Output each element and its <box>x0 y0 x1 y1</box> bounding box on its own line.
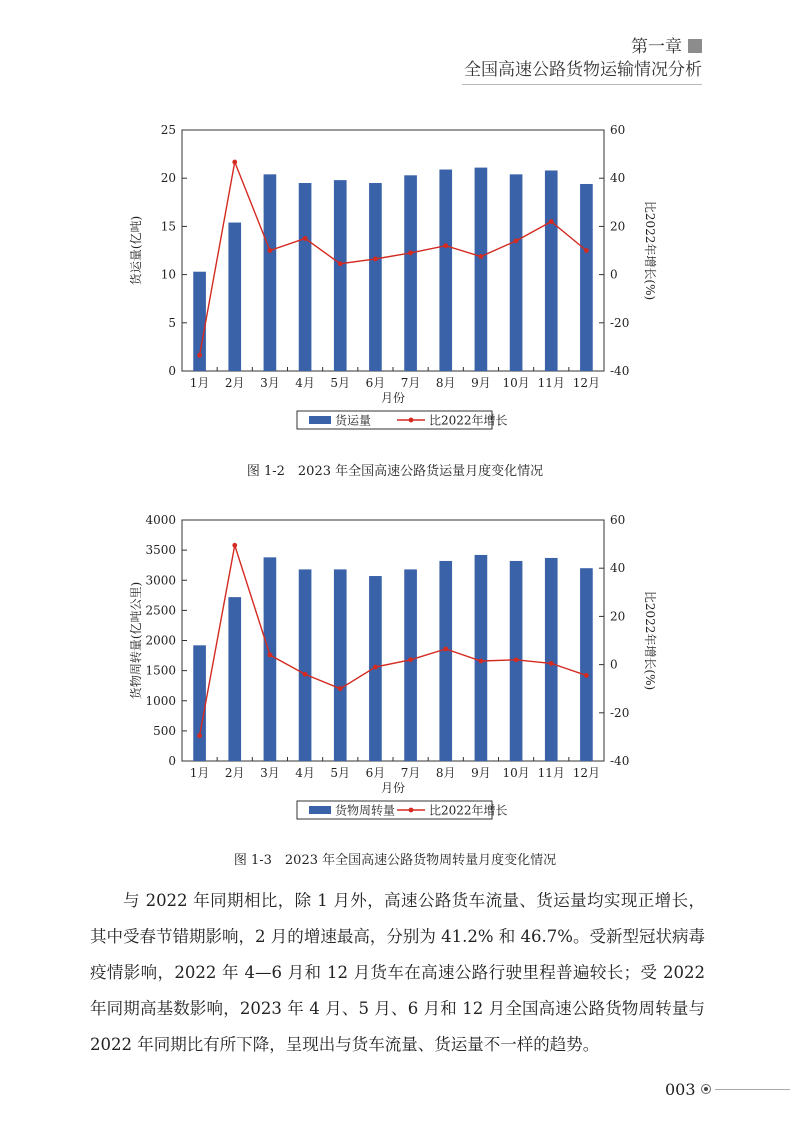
y-tick-label: 25 <box>160 123 176 137</box>
y2-tick-label: 60 <box>610 513 626 527</box>
section-title: 全国高速公路货物运输情况分析 <box>464 60 702 80</box>
bar <box>439 170 452 371</box>
chapter-square-icon <box>688 39 702 53</box>
growth-point <box>373 257 378 262</box>
y2-tick-label: 0 <box>610 267 618 282</box>
growth-point <box>479 659 484 664</box>
page-marker-icon <box>701 1084 711 1094</box>
x-tick-label: 11月 <box>537 766 565 780</box>
y-tick-label: 20 <box>160 171 176 186</box>
y2-tick-label: 40 <box>610 561 626 576</box>
bar <box>264 174 277 371</box>
y2-tick-label: 0 <box>610 657 618 672</box>
bar <box>334 569 347 761</box>
bar <box>299 569 312 761</box>
growth-point <box>584 248 589 253</box>
growth-line <box>200 162 587 355</box>
growth-point <box>514 238 519 243</box>
bar <box>545 170 558 371</box>
x-axis-title: 月份 <box>380 391 406 405</box>
bar <box>334 180 347 371</box>
bar <box>439 561 452 761</box>
legend-label: 比2022年增长 <box>429 803 508 818</box>
bar <box>545 558 558 761</box>
x-tick-label: 8月 <box>435 376 456 390</box>
y-tick-label: 4000 <box>145 513 176 527</box>
plot-frame <box>182 130 604 371</box>
x-tick-label: 6月 <box>365 376 386 390</box>
x-tick-label: 3月 <box>260 766 280 780</box>
x-tick-label: 2月 <box>224 766 245 780</box>
growth-point <box>232 543 237 548</box>
x-tick-label: 3月 <box>260 376 280 390</box>
x-tick-label: 12月 <box>572 766 601 780</box>
growth-point <box>338 261 343 266</box>
growth-point <box>197 733 202 738</box>
bar <box>228 597 241 761</box>
y2-tick-label: -40 <box>610 364 630 378</box>
y2-tick-label: -40 <box>610 754 630 768</box>
bar <box>193 645 206 761</box>
x-tick-label: 8月 <box>435 766 456 780</box>
y-tick-label: 1000 <box>145 693 176 708</box>
body-text <box>90 883 705 1063</box>
bar <box>510 174 523 371</box>
legend-bar-swatch <box>309 806 331 814</box>
growth-point <box>268 248 273 253</box>
y-tick-label: 5 <box>168 315 176 330</box>
legend-label: 货运量 <box>335 413 372 428</box>
bar <box>299 183 312 371</box>
growth-point <box>232 160 237 165</box>
x-tick-label: 9月 <box>471 376 491 390</box>
body-paragraph: 与 2022 年同期相比，除 1 月外，高速公路货车流量、货运量均实现正增长，其中受春节错期影响，2 月的增速最高，分别为 41.2% 和 46.7%。受新型冠状病毒疫情影响，2022 年 4—6 月和 12 月货车在高速公路行驶里程普遍较长；受 2022 年同期高基数影响，2023 年 4 月、5 月、6 月和 12 月全国高速公路货物周转量与 2022 年同期比有所下降，呈现出与货车流量、货运量不一样的趋势。 <box>90 891 705 1054</box>
bar <box>228 223 241 371</box>
growth-point <box>514 657 519 662</box>
growth-point <box>479 254 484 259</box>
bar <box>475 168 488 371</box>
bar <box>580 184 593 371</box>
y-tick-label: 2000 <box>145 633 176 648</box>
x-axis-title: 月份 <box>380 781 406 795</box>
x-tick-label: 4月 <box>295 376 315 390</box>
bar <box>404 569 417 761</box>
y-tick-label: 0 <box>168 754 176 768</box>
freight-turnover-chart <box>0 505 790 945</box>
x-tick-label: 5月 <box>330 766 351 780</box>
running-header <box>464 36 702 82</box>
y-tick-label: 2500 <box>145 603 176 618</box>
x-tick-label: 6月 <box>365 766 386 780</box>
y-tick-label: 10 <box>160 267 176 282</box>
growth-point <box>408 251 413 256</box>
x-tick-label: 1月 <box>189 766 210 780</box>
x-tick-label: 7月 <box>400 376 421 390</box>
y-tick-label: 3500 <box>145 543 176 558</box>
chapter-text: 第一章 <box>631 37 682 57</box>
growth-point <box>268 653 273 658</box>
y-tick-label: 3000 <box>145 573 176 588</box>
x-tick-label: 1月 <box>189 376 210 390</box>
growth-point <box>197 353 202 358</box>
x-tick-label: 7月 <box>400 766 421 780</box>
x-tick-label: 5月 <box>330 376 351 390</box>
x-tick-label: 9月 <box>471 766 491 780</box>
legend-line-marker <box>409 418 414 423</box>
figure-caption-1-2: 图 1-2 2023 年全国高速公路货运量月度变化情况 <box>246 464 544 479</box>
footer-divider <box>715 1089 790 1090</box>
bar <box>580 568 593 761</box>
y2-tick-label: 40 <box>610 171 626 186</box>
freight-volume-chart <box>0 115 790 558</box>
y2-tick-label: 60 <box>610 123 626 137</box>
y-tick-label: 500 <box>153 723 176 738</box>
x-tick-label: 4月 <box>295 766 315 780</box>
growth-point <box>443 243 448 248</box>
y2-tick-label: 20 <box>610 219 626 234</box>
figure-caption-1-3: 图 1-3 2023 年全国高速公路货物周转量月度变化情况 <box>233 853 557 868</box>
growth-point <box>408 657 413 662</box>
growth-line <box>200 545 587 735</box>
growth-point <box>443 647 448 652</box>
bar <box>404 175 417 371</box>
chapter-label <box>464 36 702 58</box>
y2-tick-label: 20 <box>610 609 626 624</box>
legend-label: 比2022年增长 <box>429 413 508 428</box>
plot-frame <box>182 520 604 761</box>
legend-bar-swatch <box>309 416 331 424</box>
x-tick-label: 2月 <box>224 376 245 390</box>
legend-label: 货物周转量 <box>335 803 396 818</box>
growth-point <box>549 219 554 224</box>
bar <box>369 183 382 371</box>
growth-point <box>549 661 554 666</box>
y-tick-label: 0 <box>168 364 176 378</box>
x-tick-label: 11月 <box>537 376 565 390</box>
y2-tick-label: -20 <box>610 705 630 720</box>
legend-line-marker <box>409 808 414 813</box>
growth-point <box>303 672 308 677</box>
growth-point <box>584 673 589 678</box>
x-tick-label: 10月 <box>502 376 530 390</box>
y-tick-label: 15 <box>160 219 176 234</box>
x-tick-label: 12月 <box>572 376 601 390</box>
growth-point <box>303 236 308 241</box>
y-axis-title: 货运量(亿吨) <box>129 215 143 286</box>
y2-axis-title: 比2022年增长(%) <box>643 590 657 691</box>
bar <box>264 557 277 761</box>
header-divider <box>462 84 702 85</box>
y2-axis-title: 比2022年增长(%) <box>643 200 657 301</box>
growth-point <box>338 686 343 691</box>
y2-tick-label: -20 <box>610 315 630 330</box>
x-tick-label: 10月 <box>502 766 530 780</box>
growth-point <box>373 665 378 670</box>
y-axis-title: 货物周转量(亿吨公里) <box>129 581 143 700</box>
y-tick-label: 1500 <box>145 663 176 678</box>
bar <box>475 555 488 761</box>
page-number: 003 <box>665 1080 696 1099</box>
